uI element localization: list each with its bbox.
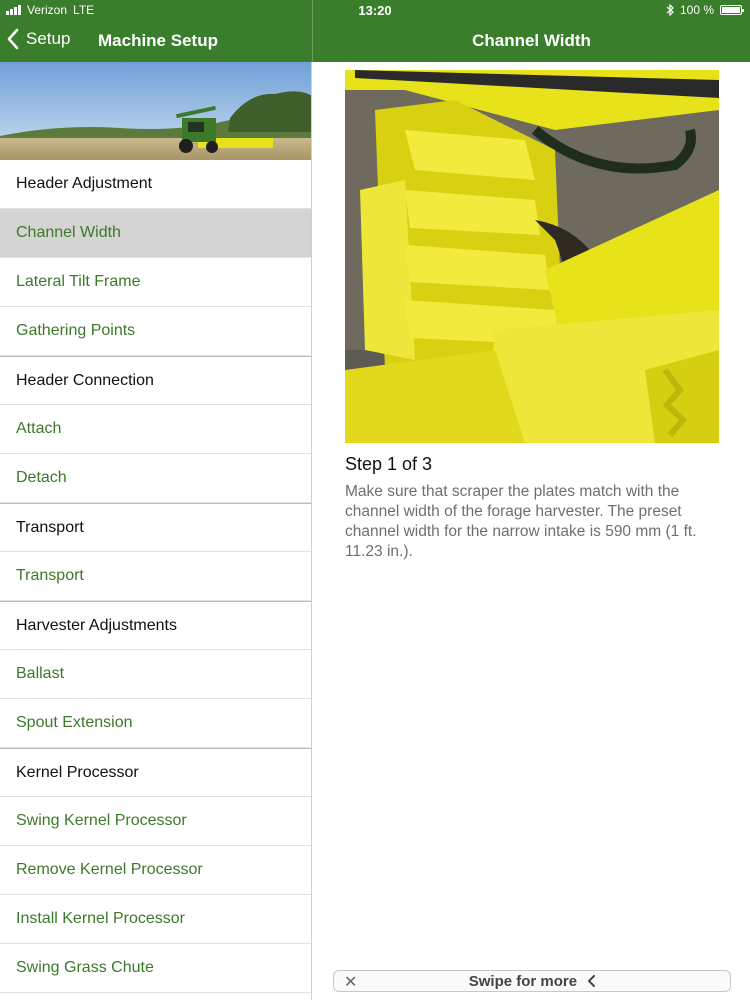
- top-bar: [0, 0, 750, 62]
- menu-item[interactable]: [0, 454, 311, 503]
- menu-item[interactable]: [0, 405, 311, 454]
- menu-label: Swing Grass Chute: [16, 959, 154, 976]
- menu-item[interactable]: [0, 699, 311, 748]
- channel-width-photo: [345, 70, 719, 443]
- menu-item[interactable]: [0, 258, 311, 307]
- detail-panel: [313, 62, 750, 1000]
- menu-item[interactable]: [0, 552, 311, 601]
- menu-label: Transport: [16, 567, 84, 584]
- menu-section-header: [0, 601, 311, 650]
- menu-label: Harvester Adjustments: [16, 616, 177, 634]
- bluetooth-icon: [666, 4, 674, 16]
- chevron-left-icon: [6, 28, 20, 50]
- menu-item[interactable]: [0, 944, 311, 993]
- menu-section-header: [0, 160, 311, 209]
- menu-item[interactable]: [0, 307, 311, 356]
- master-panel: [0, 62, 312, 1000]
- setup-menu: [0, 160, 311, 993]
- swipe-bar[interactable]: [333, 970, 731, 992]
- status-right: [666, 3, 742, 17]
- swipe-text: Swipe for more: [468, 972, 578, 990]
- menu-section-header: [0, 356, 311, 405]
- master-title: Machine Setup: [98, 31, 218, 50]
- hero-image: [0, 62, 312, 160]
- back-label: Setup: [26, 29, 71, 48]
- swipe-label: [334, 973, 732, 990]
- header-closeup-image: [345, 70, 719, 443]
- battery-icon: [720, 5, 742, 15]
- menu-item[interactable]: [0, 895, 311, 944]
- detail-title: Channel Width: [472, 31, 591, 50]
- menu-label: Kernel Processor: [16, 763, 139, 781]
- chevron-left-icon: [587, 975, 597, 987]
- harvester-field-image: [0, 62, 312, 160]
- menu-item[interactable]: [0, 650, 311, 699]
- menu-label: Header Connection: [16, 371, 154, 389]
- status-time: 13:20: [358, 3, 392, 18]
- carrier-label: Verizon: [27, 3, 68, 17]
- back-button[interactable]: [6, 28, 70, 50]
- menu-label: Spout Extension: [16, 714, 133, 731]
- close-icon[interactable]: ✕: [344, 974, 358, 991]
- menu-label: Channel Width: [16, 224, 121, 241]
- menu-label: Attach: [16, 420, 62, 437]
- menu-section-header: [0, 748, 311, 797]
- battery-label: 100 %: [679, 3, 714, 17]
- menu-label: Remove Kernel Processor: [16, 861, 203, 878]
- detail-nav-bar: [313, 22, 750, 62]
- menu-item[interactable]: [0, 797, 311, 846]
- menu-item[interactable]: [0, 209, 311, 258]
- step-indicator: Step 1 of 3: [345, 454, 433, 474]
- menu-label: Detach: [16, 469, 67, 486]
- menu-section-header: [0, 503, 311, 552]
- menu-label: Header Adjustment: [16, 175, 153, 192]
- menu-label: Ballast: [16, 665, 65, 682]
- step-description: Make sure that scraper the plates match with the channel width of the forage harvester. The preset channel width for the narrow intake is 590 mm (1 ft. 11.23 in.).: [345, 483, 697, 560]
- network-label: LTE: [73, 3, 95, 17]
- master-nav-bar: [0, 22, 312, 62]
- status-bar: [0, 0, 750, 20]
- menu-label: Swing Kernel Processor: [16, 812, 187, 829]
- menu-label: Lateral Tilt Frame: [16, 273, 141, 290]
- menu-item[interactable]: [0, 846, 311, 895]
- menu-label: Gathering Points: [16, 322, 136, 339]
- menu-label: Install Kernel Processor: [16, 910, 185, 927]
- menu-label: Transport: [16, 518, 84, 536]
